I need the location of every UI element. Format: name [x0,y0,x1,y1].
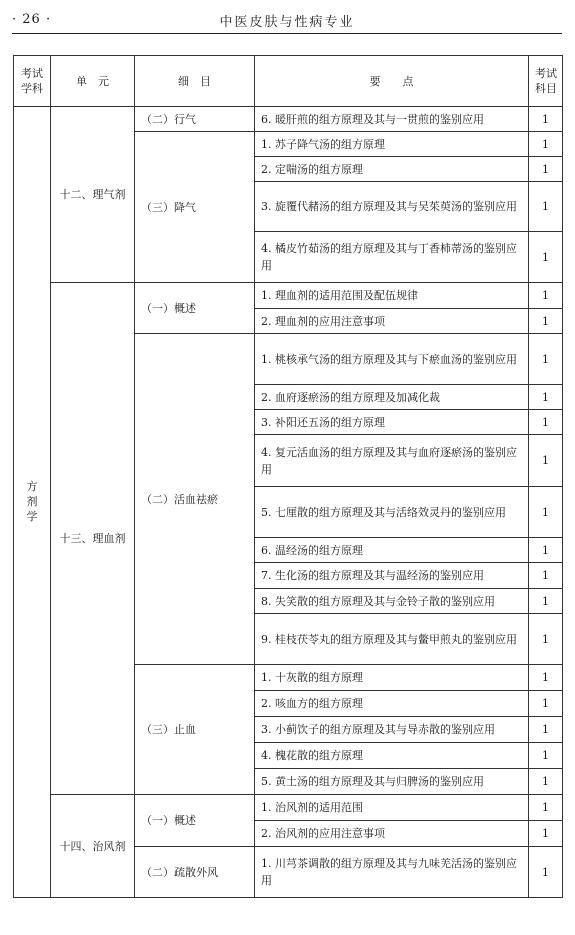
level-cell: 1 [529,821,563,847]
level-cell: 1 [529,410,563,435]
point-cell: 6. 温经汤的组方原理 [255,538,529,563]
point-cell: 5. 黄土汤的组方原理及其与归脾汤的鉴别应用 [255,769,529,795]
header-unit: 单 元 [51,56,135,107]
point-cell: 6. 暖肝煎的组方原理及其与一贯煎的鉴别应用 [255,107,529,132]
syllabus-table [13,55,563,898]
level-cell: 1 [529,769,563,795]
table-header-row [14,56,563,107]
level-cell: 1 [529,538,563,563]
item-cell: （三）降气 [135,132,255,283]
level-cell: 1 [529,385,563,410]
table-row [14,795,563,821]
unit-cell: 十三、理血剂 [51,283,135,795]
item-cell: （二）疏散外风 [135,847,255,898]
table-row [14,283,563,309]
point-cell: 1. 理血剂的适用范围及配伍规律 [255,283,529,309]
level-cell: 1 [529,283,563,309]
level-cell: 1 [529,717,563,743]
point-cell: 1. 川芎茶调散的组方原理及其与九味羌活汤的鉴别应用 [255,847,529,898]
header-level: 考试科目 [529,56,563,107]
page-title: 中医皮肤与性病专业 [219,15,355,30]
point-cell: 4. 橘皮竹茹汤的组方原理及其与丁香柿蒂汤的鉴别应用 [255,232,529,283]
level-cell: 1 [529,743,563,769]
point-cell: 4. 槐花散的组方原理 [255,743,529,769]
point-cell: 2. 血府逐瘀汤的组方原理及加减化裁 [255,385,529,410]
point-cell: 7. 生化汤的组方原理及其与温经汤的鉴别应用 [255,563,529,589]
level-cell: 1 [529,487,563,538]
subject-cell: 方剂学 [14,107,51,898]
point-cell: 8. 失笑散的组方原理及其与金铃子散的鉴别应用 [255,589,529,614]
item-cell: （一）概述 [135,795,255,847]
point-cell: 1. 苏子降气汤的组方原理 [255,132,529,157]
unit-cell: 十四、治风剂 [51,795,135,898]
point-cell: 2. 治风剂的应用注意事项 [255,821,529,847]
level-cell: 1 [529,132,563,157]
level-cell: 1 [529,435,563,487]
point-cell: 1. 十灰散的组方原理 [255,665,529,691]
page-number: · 26 · [12,12,52,27]
item-cell: （二）活血祛瘀 [135,334,255,665]
level-cell: 1 [529,691,563,717]
level-cell: 1 [529,157,563,182]
point-cell: 3. 补阳还五汤的组方原理 [255,410,529,435]
header-points: 要 点 [255,56,529,107]
point-cell: 4. 复元活血汤的组方原理及其与血府逐瘀汤的鉴别应用 [255,435,529,487]
point-cell: 5. 七厘散的组方原理及其与活络效灵丹的鉴别应用 [255,487,529,538]
unit-cell: 十二、理气剂 [51,107,135,283]
point-cell: 2. 定喘汤的组方原理 [255,157,529,182]
level-cell: 1 [529,309,563,334]
header-item: 细 目 [135,56,255,107]
item-cell: （二）行气 [135,107,255,132]
level-cell: 1 [529,232,563,283]
level-cell: 1 [529,182,563,232]
page-header [12,0,562,32]
level-cell: 1 [529,614,563,665]
level-cell: 1 [529,795,563,821]
level-cell: 1 [529,665,563,691]
level-cell: 1 [529,334,563,385]
point-cell: 3. 小蓟饮子的组方原理及其与导赤散的鉴别应用 [255,717,529,743]
point-cell: 1. 桃核承气汤的组方原理及其与下瘀血汤的鉴别应用 [255,334,529,385]
point-cell: 9. 桂枝茯苓丸的组方原理及其与鳖甲煎丸的鉴别应用 [255,614,529,665]
point-cell: 1. 治风剂的适用范围 [255,795,529,821]
item-cell: （三）止血 [135,665,255,795]
point-cell: 2. 咳血方的组方原理 [255,691,529,717]
table-row [14,107,563,132]
level-cell: 1 [529,847,563,898]
level-cell: 1 [529,107,563,132]
level-cell: 1 [529,589,563,614]
level-cell: 1 [529,563,563,589]
point-cell: 3. 旋覆代赭汤的组方原理及其与吴茱萸汤的鉴别应用 [255,182,529,232]
header-subject: 考试学科 [14,56,51,107]
point-cell: 2. 理血剂的应用注意事项 [255,309,529,334]
header-rule [12,33,562,34]
item-cell: （一）概述 [135,283,255,334]
